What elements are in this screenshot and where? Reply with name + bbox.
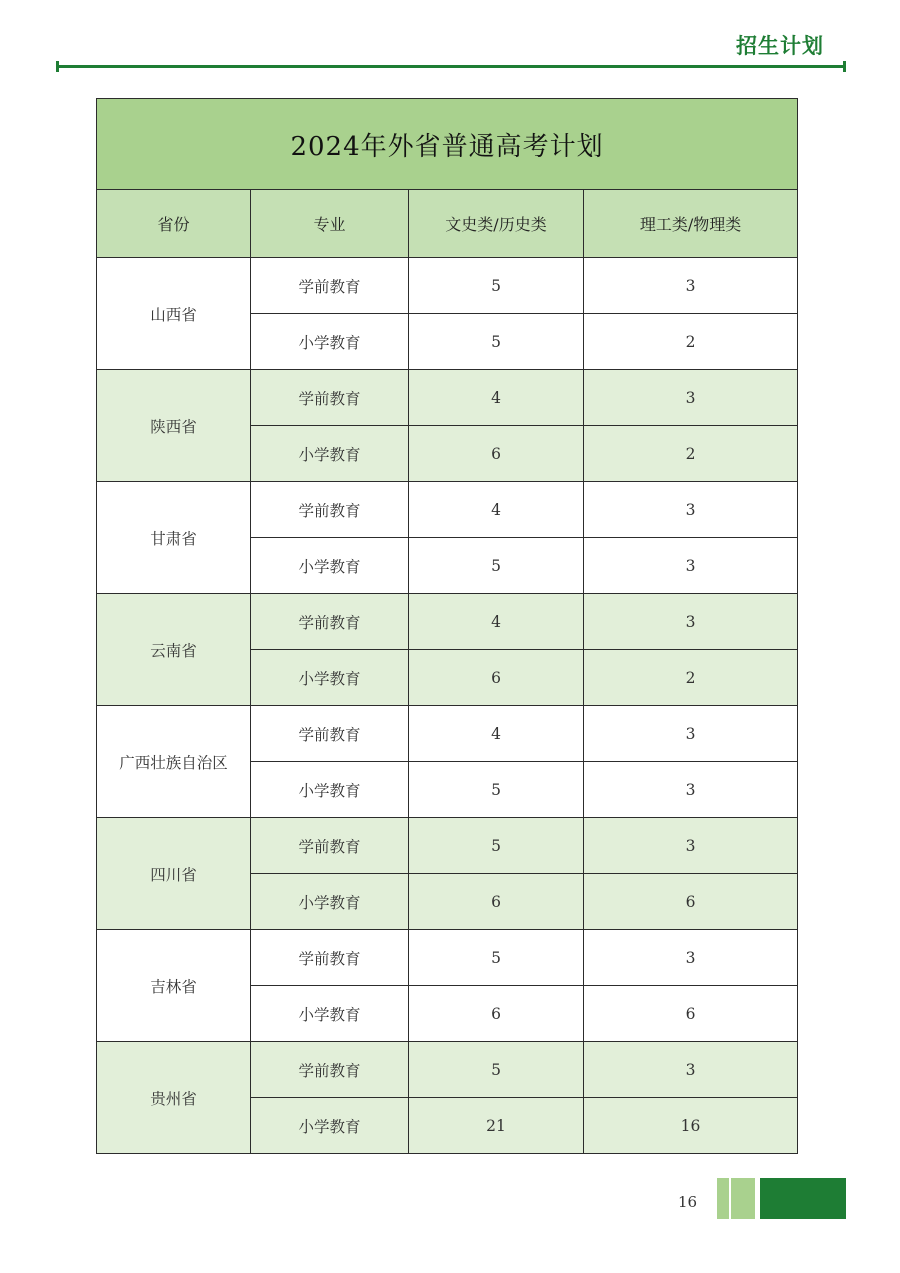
arts-history-count-cell: 4: [409, 370, 584, 426]
science-physics-count-cell: 3: [584, 818, 798, 874]
arts-history-count-cell: 6: [409, 874, 584, 930]
table-row: [97, 1042, 798, 1098]
arts-history-count-cell: 5: [409, 538, 584, 594]
major-cell: 小学教育: [251, 762, 409, 818]
footer-decoration-dark: [760, 1178, 846, 1219]
page-number: 16: [678, 1193, 698, 1211]
arts-history-count-cell: 6: [409, 426, 584, 482]
province-cell: 甘肃省: [97, 482, 251, 594]
science-physics-count-cell: 3: [584, 930, 798, 986]
province-cell: 贵州省: [97, 1042, 251, 1154]
major-cell: 小学教育: [251, 986, 409, 1042]
science-physics-count-cell: 2: [584, 426, 798, 482]
science-physics-count-cell: 6: [584, 874, 798, 930]
table-row: [97, 258, 798, 314]
province-cell: 云南省: [97, 594, 251, 706]
science-physics-count-cell: 6: [584, 986, 798, 1042]
major-cell: 学前教育: [251, 258, 409, 314]
science-physics-count-cell: 16: [584, 1098, 798, 1154]
column-header-science-physics: 理工类/物理类: [584, 190, 798, 258]
major-cell: 学前教育: [251, 930, 409, 986]
arts-history-count-cell: 21: [409, 1098, 584, 1154]
column-header-arts-history: 文史类/历史类: [409, 190, 584, 258]
province-cell: 陕西省: [97, 370, 251, 482]
science-physics-count-cell: 3: [584, 594, 798, 650]
column-header-major: 专业: [251, 190, 409, 258]
arts-history-count-cell: 4: [409, 594, 584, 650]
science-physics-count-cell: 3: [584, 370, 798, 426]
arts-history-count-cell: 5: [409, 818, 584, 874]
arts-history-count-cell: 4: [409, 482, 584, 538]
table-row: [97, 370, 798, 426]
table-row: [97, 482, 798, 538]
major-cell: 学前教育: [251, 1042, 409, 1098]
enrollment-plan-table: [96, 98, 798, 1154]
major-cell: 学前教育: [251, 594, 409, 650]
science-physics-count-cell: 3: [584, 258, 798, 314]
arts-history-count-cell: 5: [409, 258, 584, 314]
table-header-row: [97, 190, 798, 258]
province-cell: 四川省: [97, 818, 251, 930]
footer-decoration-light-2: [731, 1178, 755, 1219]
major-cell: 小学教育: [251, 538, 409, 594]
table-title: 2024年外省普通高考计划: [97, 99, 798, 190]
table-row: [97, 818, 798, 874]
major-cell: 小学教育: [251, 426, 409, 482]
major-cell: 小学教育: [251, 1098, 409, 1154]
province-cell: 山西省: [97, 258, 251, 370]
major-cell: 学前教育: [251, 706, 409, 762]
arts-history-count-cell: 5: [409, 1042, 584, 1098]
major-cell: 小学教育: [251, 650, 409, 706]
table-body: [97, 258, 798, 1154]
major-cell: 学前教育: [251, 482, 409, 538]
table-row: [97, 930, 798, 986]
arts-history-count-cell: 4: [409, 706, 584, 762]
science-physics-count-cell: 3: [584, 1042, 798, 1098]
province-cell: 广西壮族自治区: [97, 706, 251, 818]
science-physics-count-cell: 2: [584, 314, 798, 370]
column-header-province: 省份: [97, 190, 251, 258]
arts-history-count-cell: 6: [409, 650, 584, 706]
arts-history-count-cell: 5: [409, 930, 584, 986]
science-physics-count-cell: 3: [584, 538, 798, 594]
footer-decoration-light-1: [717, 1178, 729, 1219]
header-rule: [56, 65, 846, 68]
table-row: [97, 706, 798, 762]
table-row: [97, 594, 798, 650]
rule-end-right: [843, 61, 846, 72]
science-physics-count-cell: 3: [584, 706, 798, 762]
arts-history-count-cell: 5: [409, 762, 584, 818]
major-cell: 学前教育: [251, 818, 409, 874]
science-physics-count-cell: 3: [584, 482, 798, 538]
arts-history-count-cell: 6: [409, 986, 584, 1042]
rule-end-left: [56, 61, 59, 72]
major-cell: 小学教育: [251, 874, 409, 930]
section-title: 招生计划: [736, 34, 824, 58]
major-cell: 小学教育: [251, 314, 409, 370]
province-cell: 吉林省: [97, 930, 251, 1042]
science-physics-count-cell: 3: [584, 762, 798, 818]
science-physics-count-cell: 2: [584, 650, 798, 706]
arts-history-count-cell: 5: [409, 314, 584, 370]
major-cell: 学前教育: [251, 370, 409, 426]
